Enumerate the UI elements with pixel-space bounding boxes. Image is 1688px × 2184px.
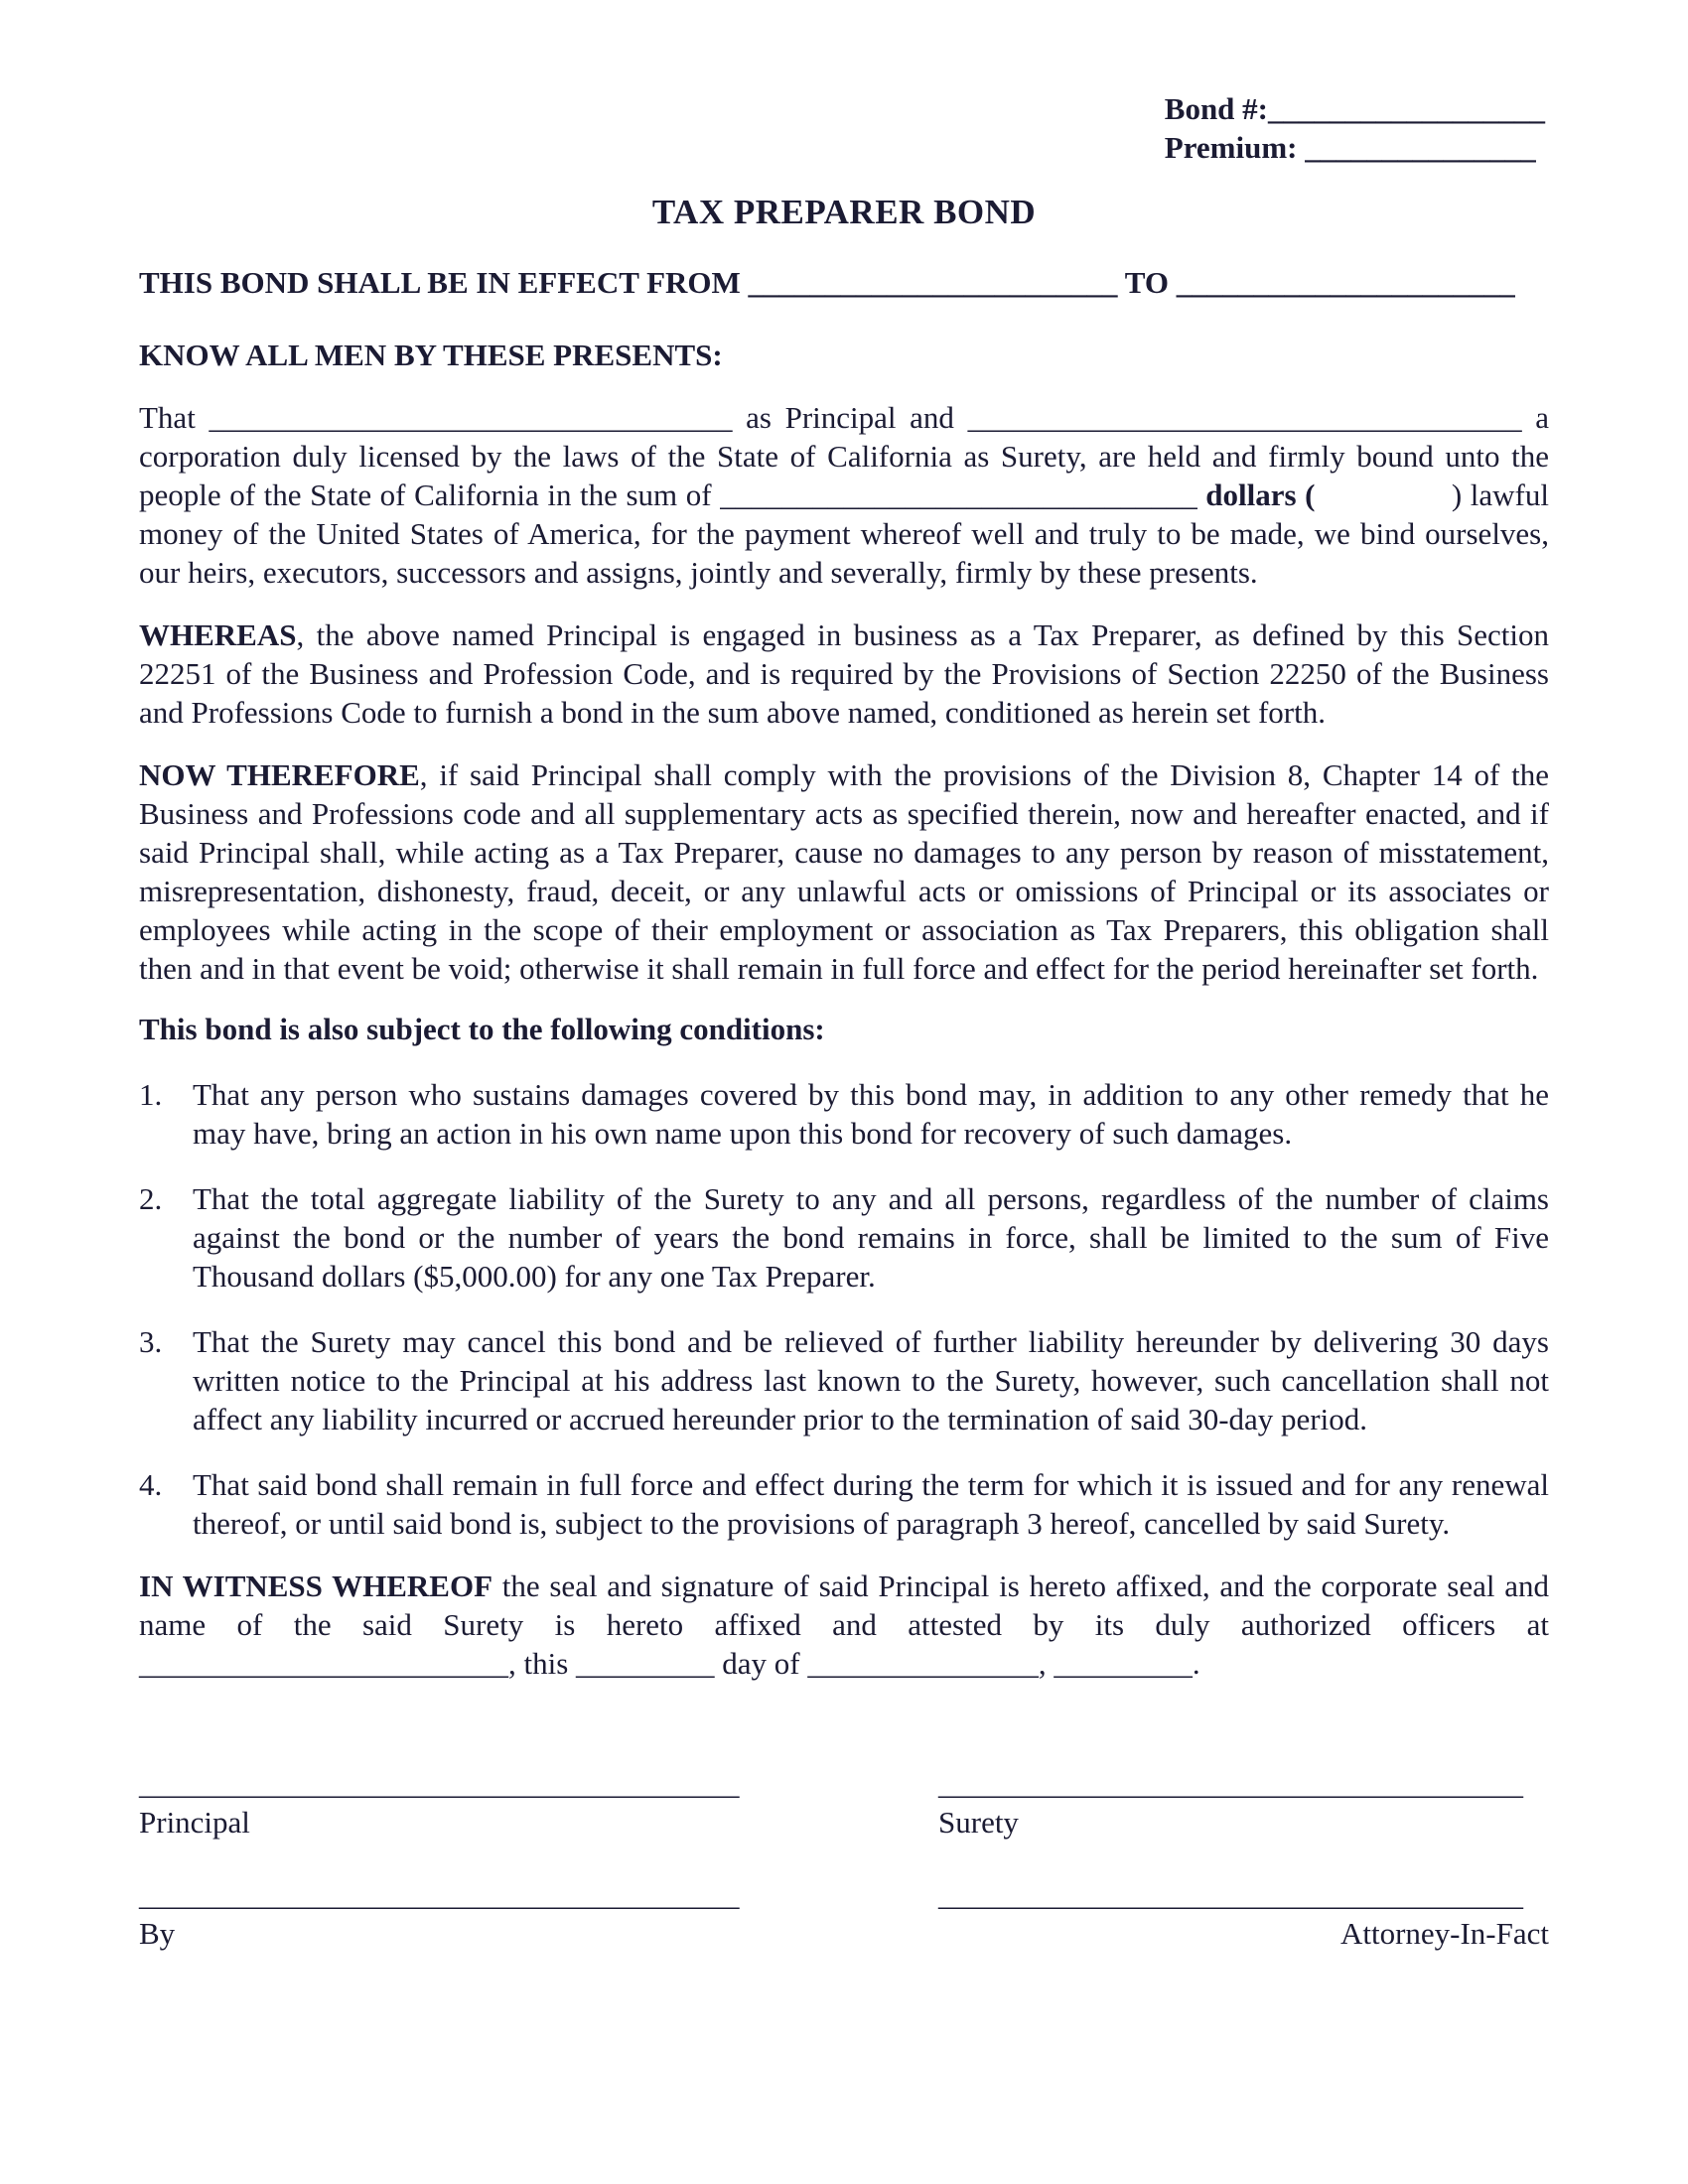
witness-day-of-text: day of — [714, 1646, 808, 1681]
condition-3-number: 3. — [139, 1324, 163, 1359]
whereas-lead-text: WHEREAS — [139, 617, 297, 652]
obligation-paragraph — [139, 398, 1549, 592]
witness-paragraph — [139, 1567, 1549, 1683]
bond-number-label: Bond #: — [1164, 91, 1268, 126]
effect-period-line — [139, 263, 1549, 302]
sum-figures-gap — [1315, 478, 1451, 512]
bond-number-blank: __________________ — [1268, 91, 1545, 126]
condition-1-text: That any person who sustains damages covered by this bond may, in addition to any other remedy that he may have, bring an action in his own name upon this bond for recovery of such damages. — [193, 1077, 1549, 1151]
surety-name-blank: ____________________________________ — [967, 400, 1522, 435]
know-all-men-heading: KNOW ALL MEN BY THESE PRESENTS: — [139, 338, 723, 372]
condition-4-text: That said bond shall remain in full force and effect during the term for which it is issued and for any renewal thereof, or until said bond is, subject to the provisions of paragraph 3 hereof, cancelled by said Surety. — [193, 1467, 1549, 1541]
effect-to-text: TO — [1117, 265, 1177, 300]
witness-officers-text: the seal and signature of said Principal is hereto affixed, and the corporate seal and name of the said Surety is hereto affixed and attested by its duly authorized officers at — [139, 1569, 1549, 1642]
signature-section — [139, 1764, 1549, 1953]
principal-label: Principal — [139, 1805, 250, 1840]
by-signature-cell — [139, 1875, 750, 1953]
whereas-body-text: , the above named Principal is engaged in business as a Tax Preparer, as defined by this Section 22251 of the Business and Profession Code, and is required by the Provisions of Section 22250 of the Business and Professions Code to furnish a bond in the sum above named, conditioned as herein set forth. — [139, 617, 1549, 730]
effect-from-blank: ________________________ — [748, 265, 1118, 300]
now-therefore-body-text: , if said Principal shall comply with the provisions of the Division 8, Chapter 14 of the Business and Professions code and all supplementary acts as specified therein, now and hereafter enacted, and if said Principal shall, while acting as a Tax Preparer, cause no damages to any person by reason of misstatement, misrepresentation, dishonesty, fraud, deceit, or any unlawful acts or omissions of Principal or its associates or employees while acting in the scope of their employment or association as Tax Preparers, this obligation shall then and in that event be void; otherwise it shall remain in full force and effect for the period hereinafter set forth. — [139, 757, 1549, 986]
premium-line — [1165, 128, 1545, 167]
condition-item-4 — [139, 1465, 1549, 1543]
obligation-as-principal-text: as Principal and — [732, 400, 968, 435]
condition-4-number: 4. — [139, 1467, 163, 1502]
now-therefore-paragraph — [139, 755, 1549, 988]
witness-period-text: . — [1192, 1646, 1200, 1681]
bond-sum-blank: _______________________________ — [720, 478, 1197, 512]
bond-number-line — [1165, 89, 1545, 128]
bond-premium-header — [1165, 89, 1545, 167]
obligation-corporation-text: a corporation duly licensed by the laws of the State of California as Surety, are held and firmly bound unto the people of the State of California in the sum of — [139, 400, 1549, 512]
condition-item-1 — [139, 1075, 1549, 1153]
condition-3-text: That the Surety may cancel this bond and be relieved of further liability hereunder by delivering 30 days written notice to the Principal at his address last known to the Surety, however, such cancellation shall not affect any liability incurred or accrued hereunder prior to the termination of said 30-day period. — [193, 1324, 1549, 1436]
attorney-signature-cell — [938, 1875, 1549, 1953]
signature-row-2 — [139, 1875, 1549, 1953]
dollars-bold-text: dollars ( — [1196, 478, 1316, 512]
witness-comma-text: , — [1038, 1646, 1055, 1681]
obligation-lawful-money-text: ) lawful money of the United States of America, for the payment whereof well and truly to be made, we bind ourselves, our heirs, executors, successors and assigns, jointly and severally, firmly by these presents. — [139, 478, 1549, 590]
surety-signature-cell — [938, 1764, 1549, 1842]
condition-item-3 — [139, 1322, 1549, 1438]
effect-to-blank: ______________________ — [1176, 265, 1515, 300]
premium-label: Premium: — [1164, 130, 1298, 165]
witness-this-text: , this — [508, 1646, 577, 1681]
execution-day-blank: _________ — [576, 1646, 715, 1681]
whereas-paragraph — [139, 615, 1549, 732]
obligation-that-text: That — [139, 400, 210, 435]
surety-signature-line: ______________________________________ — [938, 1766, 1523, 1801]
condition-item-2 — [139, 1179, 1549, 1296]
execution-month-blank: _______________ — [807, 1646, 1039, 1681]
now-therefore-lead-text: NOW THEREFORE — [139, 757, 420, 792]
witness-lead-text: IN WITNESS WHEREOF — [139, 1569, 493, 1603]
by-signature-line: _______________________________________ — [139, 1877, 740, 1912]
condition-2-text: That the total aggregate liability of the Surety to any and all persons, regardless of the number of claims against the bond or the number of years the bond remains in force, shall be limited to the sum of Five Thousand dollars ($5,000.00) for any one Tax Preparer. — [193, 1181, 1549, 1294]
attorney-in-fact-label: Attorney-In-Fact — [1339, 1916, 1549, 1951]
conditions-heading: This bond is also subject to the following conditions: — [139, 1012, 825, 1046]
principal-signature-cell — [139, 1764, 750, 1842]
principal-signature-line: _______________________________________ — [139, 1766, 740, 1801]
by-label: By — [139, 1916, 176, 1951]
premium-blank: _______________ — [1305, 130, 1536, 165]
document-title: TAX PREPARER BOND — [651, 193, 1037, 231]
surety-label: Surety — [938, 1805, 1019, 1840]
condition-1-number: 1. — [139, 1077, 163, 1112]
attorney-signature-line: ______________________________________ — [938, 1877, 1523, 1912]
execution-place-blank: ________________________ — [139, 1646, 508, 1681]
condition-2-number: 2. — [139, 1181, 163, 1216]
principal-name-blank: __________________________________ — [209, 400, 733, 435]
effect-lead-text: THIS BOND SHALL BE IN EFFECT FROM — [139, 265, 749, 300]
execution-year-blank: _________ — [1054, 1646, 1193, 1681]
signature-row-1 — [139, 1764, 1549, 1842]
